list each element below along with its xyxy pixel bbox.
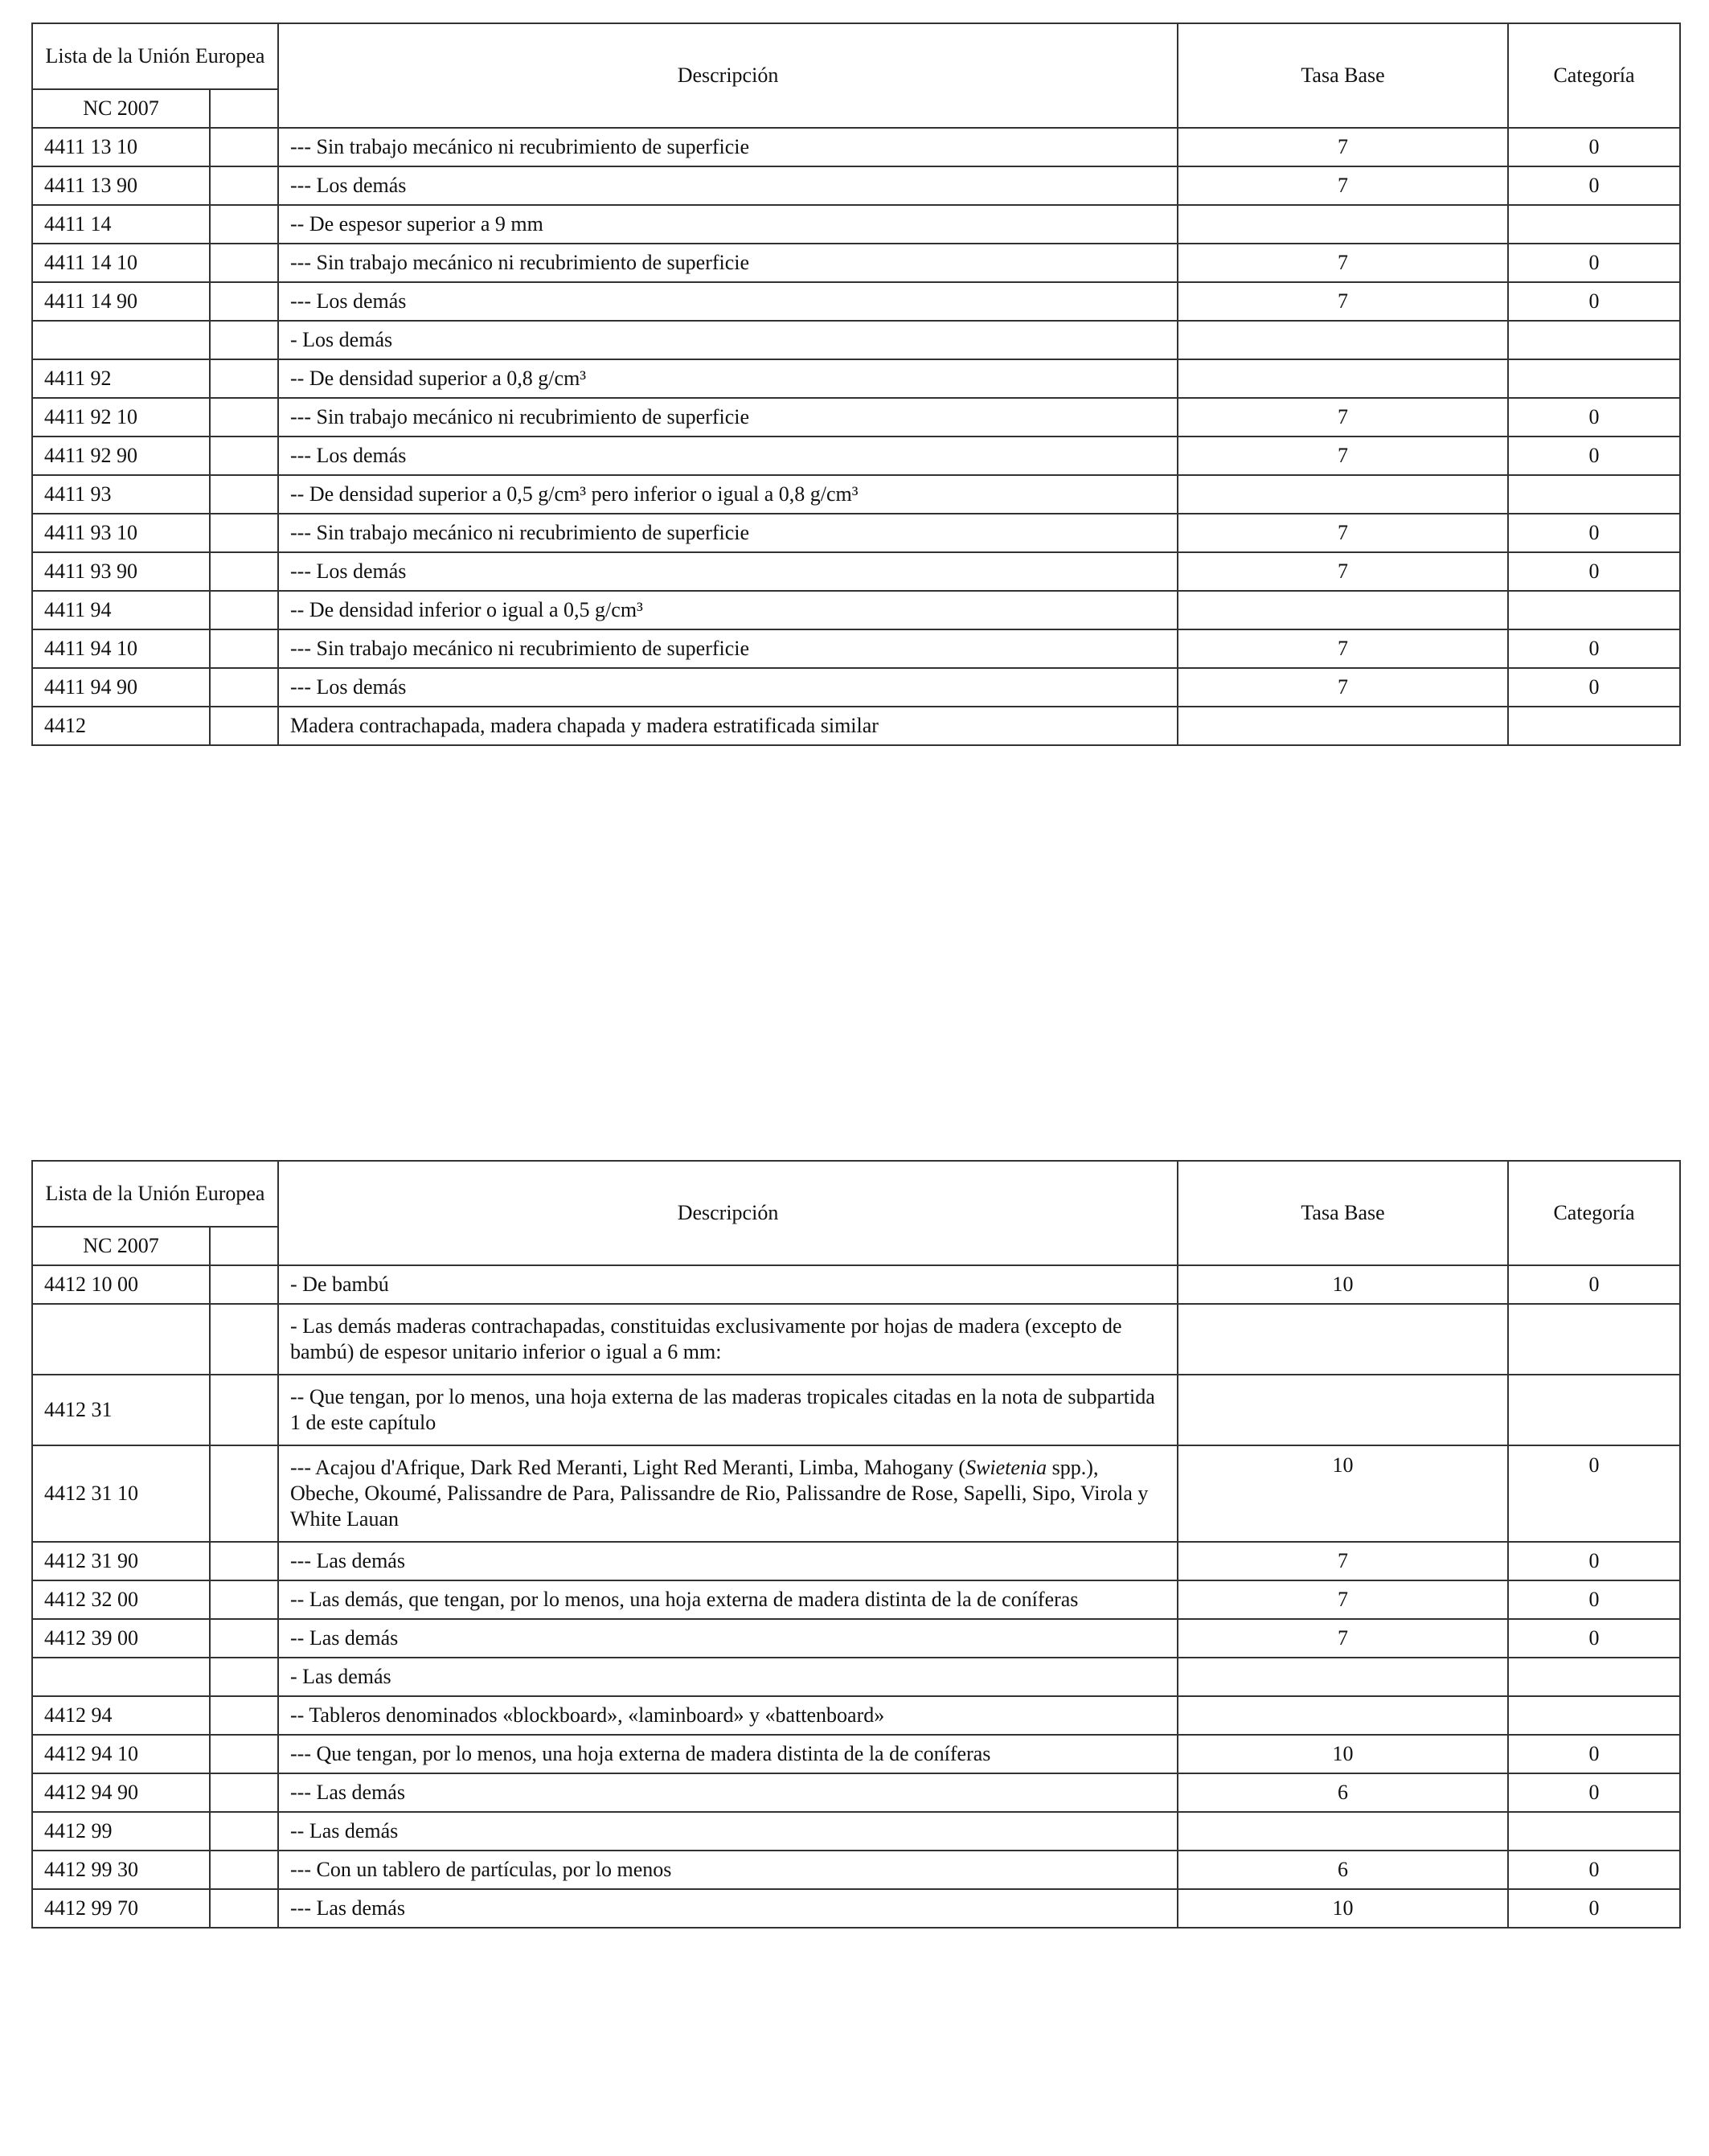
- base-rate: 10: [1178, 1265, 1508, 1304]
- blank-cell: [210, 359, 278, 398]
- description: --- Las demás: [278, 1889, 1178, 1928]
- category: 0: [1508, 166, 1680, 205]
- category: 0: [1508, 1889, 1680, 1928]
- table-row: [32, 1265, 1680, 1304]
- table-row: [32, 398, 1680, 437]
- blank-cell: [210, 1696, 278, 1735]
- tariff-code: 4411 13 10: [32, 128, 210, 166]
- base-rate: 6: [1178, 1851, 1508, 1889]
- table-row: [32, 1696, 1680, 1735]
- table-row: [32, 359, 1680, 398]
- tariff-code: 4411 14 10: [32, 244, 210, 282]
- description: -- De espesor superior a 9 mm: [278, 205, 1178, 244]
- table-row: [32, 1812, 1680, 1851]
- base-rate: 7: [1178, 552, 1508, 591]
- header-nc-label: NC 2007: [32, 1227, 210, 1265]
- category: [1508, 321, 1680, 359]
- description: --- Los demás: [278, 166, 1178, 205]
- blank-cell: [210, 282, 278, 321]
- description: --- Los demás: [278, 437, 1178, 475]
- base-rate: [1178, 591, 1508, 629]
- table-row: [32, 128, 1680, 166]
- category: 0: [1508, 128, 1680, 166]
- category: 0: [1508, 552, 1680, 591]
- base-rate: [1178, 707, 1508, 745]
- table-row: [32, 668, 1680, 707]
- category: [1508, 1696, 1680, 1735]
- blank-cell: [210, 475, 278, 514]
- base-rate: 7: [1178, 128, 1508, 166]
- base-rate: [1178, 1812, 1508, 1851]
- description: -- Tableros denominados «blockboard», «laminboard» y «battenboard»: [278, 1696, 1178, 1735]
- tariff-code: 4411 14 90: [32, 282, 210, 321]
- tariff-table-1: [31, 23, 1681, 746]
- description: -- Las demás: [278, 1619, 1178, 1658]
- tariff-code: 4412 32 00: [32, 1580, 210, 1619]
- table-row: [32, 1619, 1680, 1658]
- blank-cell: [210, 1265, 278, 1304]
- base-rate: 7: [1178, 514, 1508, 552]
- description-part: --- Acajou d'Afrique, Dark Red Meranti, Light Red Meranti, Limba, Mahogany (: [290, 1456, 966, 1479]
- tariff-code: [32, 321, 210, 359]
- tariff-code: 4411 94: [32, 591, 210, 629]
- base-rate: 10: [1178, 1889, 1508, 1928]
- blank-cell: [210, 1445, 278, 1542]
- tariff-code: 4412 94 90: [32, 1773, 210, 1812]
- tariff-code: 4412 31: [32, 1375, 210, 1445]
- category: 0: [1508, 1735, 1680, 1773]
- category: 0: [1508, 244, 1680, 282]
- base-rate: 7: [1178, 1580, 1508, 1619]
- tariff-code: 4412 31 10: [32, 1445, 210, 1542]
- base-rate: [1178, 1658, 1508, 1696]
- tariff-code: 4411 94 10: [32, 629, 210, 668]
- blank-cell: [210, 668, 278, 707]
- description: --- Sin trabajo mecánico ni recubrimiento de superficie: [278, 629, 1178, 668]
- base-rate: [1178, 359, 1508, 398]
- table-row: [32, 1304, 1680, 1375]
- tariff-code: 4412: [32, 707, 210, 745]
- tariff-code: [32, 1658, 210, 1696]
- blank-cell: [210, 1619, 278, 1658]
- base-rate: 7: [1178, 398, 1508, 437]
- category: [1508, 1375, 1680, 1445]
- blank-cell: [210, 166, 278, 205]
- table-row: [32, 205, 1680, 244]
- base-rate: [1178, 475, 1508, 514]
- table-row: [32, 244, 1680, 282]
- tariff-code: 4412 31 90: [32, 1542, 210, 1580]
- description: --- Las demás: [278, 1542, 1178, 1580]
- base-rate: 6: [1178, 1773, 1508, 1812]
- blank-cell: [210, 1658, 278, 1696]
- blank-cell: [210, 591, 278, 629]
- table-row: [32, 1889, 1680, 1928]
- base-rate: 7: [1178, 1619, 1508, 1658]
- blank-cell: [210, 1580, 278, 1619]
- base-rate: 7: [1178, 629, 1508, 668]
- category: 0: [1508, 629, 1680, 668]
- blank-cell: [210, 707, 278, 745]
- header-description: Descripción: [278, 23, 1178, 128]
- tariff-code: 4411 92 90: [32, 437, 210, 475]
- table-row: [32, 514, 1680, 552]
- description-part: spp.), Obeche, Okoumé, Palissandre de Para, Palissandre de Rio, Palissandre de Rose, Sapelli, Sipo, Virola y White Lauan: [290, 1456, 1149, 1531]
- table-row: [32, 707, 1680, 745]
- category: [1508, 475, 1680, 514]
- description: Madera contrachapada, madera chapada y madera estratificada similar: [278, 707, 1178, 745]
- blank-cell: [210, 321, 278, 359]
- base-rate: 7: [1178, 244, 1508, 282]
- tariff-code: 4411 93: [32, 475, 210, 514]
- category: [1508, 1304, 1680, 1375]
- table-row: [32, 166, 1680, 205]
- blank-cell: [210, 629, 278, 668]
- description: - De bambú: [278, 1265, 1178, 1304]
- base-rate: [1178, 321, 1508, 359]
- description: --- Sin trabajo mecánico ni recubrimiento de superficie: [278, 128, 1178, 166]
- table-row: [32, 1851, 1680, 1889]
- description: --- Con un tablero de partículas, por lo menos: [278, 1851, 1178, 1889]
- table-row: [32, 282, 1680, 321]
- tariff-code: 4411 92: [32, 359, 210, 398]
- category: 0: [1508, 514, 1680, 552]
- base-rate: [1178, 205, 1508, 244]
- blank-cell: [210, 1542, 278, 1580]
- blank-cell: [210, 437, 278, 475]
- base-rate: [1178, 1696, 1508, 1735]
- description: -- De densidad superior a 0,8 g/cm³: [278, 359, 1178, 398]
- blank-cell: [210, 1812, 278, 1851]
- category: 0: [1508, 398, 1680, 437]
- base-rate: 10: [1178, 1445, 1508, 1542]
- base-rate: 7: [1178, 1542, 1508, 1580]
- base-rate: 10: [1178, 1735, 1508, 1773]
- tariff-code: [32, 1304, 210, 1375]
- table-row: [32, 1580, 1680, 1619]
- header-category: Categoría: [1508, 1161, 1680, 1265]
- table-row: [32, 1542, 1680, 1580]
- description: -- Las demás: [278, 1812, 1178, 1851]
- tariff-code: 4411 94 90: [32, 668, 210, 707]
- table-row: [32, 475, 1680, 514]
- base-rate: [1178, 1375, 1508, 1445]
- description: --- Sin trabajo mecánico ni recubrimiento de superficie: [278, 514, 1178, 552]
- tariff-code: 4411 13 90: [32, 166, 210, 205]
- description: [278, 1445, 1178, 1542]
- blank-cell: [210, 1773, 278, 1812]
- header-blank-cell: [210, 89, 278, 128]
- blank-cell: [210, 1375, 278, 1445]
- base-rate: 7: [1178, 668, 1508, 707]
- category: [1508, 1658, 1680, 1696]
- base-rate: 7: [1178, 282, 1508, 321]
- header-nc-label: NC 2007: [32, 89, 210, 128]
- blank-cell: [210, 552, 278, 591]
- tariff-code: 4412 94: [32, 1696, 210, 1735]
- tariff-table-2: [31, 1160, 1681, 1929]
- category: 0: [1508, 1580, 1680, 1619]
- blank-cell: [210, 1851, 278, 1889]
- blank-cell: [210, 1735, 278, 1773]
- table-row: [32, 1773, 1680, 1812]
- description: -- De densidad inferior o igual a 0,5 g/cm³: [278, 591, 1178, 629]
- description: --- Sin trabajo mecánico ni recubrimiento de superficie: [278, 398, 1178, 437]
- tariff-code: 4412 39 00: [32, 1619, 210, 1658]
- category: 0: [1508, 1619, 1680, 1658]
- species-name: Swietenia: [965, 1456, 1047, 1479]
- tariff-code: 4412 99: [32, 1812, 210, 1851]
- category: 0: [1508, 437, 1680, 475]
- blank-cell: [210, 514, 278, 552]
- description: - Los demás: [278, 321, 1178, 359]
- category: [1508, 359, 1680, 398]
- description: -- De densidad superior a 0,5 g/cm³ pero inferior o igual a 0,8 g/cm³: [278, 475, 1178, 514]
- header-list-label: Lista de la Unión Europea: [32, 1161, 278, 1227]
- base-rate: [1178, 1304, 1508, 1375]
- description: --- Los demás: [278, 668, 1178, 707]
- tariff-code: 4411 92 10: [32, 398, 210, 437]
- tariff-code: 4412 10 00: [32, 1265, 210, 1304]
- category: [1508, 707, 1680, 745]
- category: 0: [1508, 1445, 1680, 1542]
- tariff-code: 4412 99 70: [32, 1889, 210, 1928]
- table-row: [32, 591, 1680, 629]
- category: [1508, 1812, 1680, 1851]
- category: 0: [1508, 1542, 1680, 1580]
- description: --- Sin trabajo mecánico ni recubrimiento de superficie: [278, 244, 1178, 282]
- description: -- Que tengan, por lo menos, una hoja externa de las maderas tropicales citadas en la nota de subpartida 1 de este capítulo: [278, 1375, 1178, 1445]
- description: - Las demás maderas contrachapadas, constituidas exclusivamente por hojas de madera (excepto de bambú) de espesor unitario inferior o igual a 6 mm:: [278, 1304, 1178, 1375]
- header-list-label: Lista de la Unión Europea: [32, 23, 278, 89]
- tariff-code: 4411 93 10: [32, 514, 210, 552]
- table-row: [32, 1735, 1680, 1773]
- category: 0: [1508, 1773, 1680, 1812]
- tariff-code: 4411 93 90: [32, 552, 210, 591]
- description: --- Los demás: [278, 552, 1178, 591]
- tariff-code: 4412 94 10: [32, 1735, 210, 1773]
- table-row: [32, 1375, 1680, 1445]
- description: -- Las demás, que tengan, por lo menos, una hoja externa de madera distinta de la de coníferas: [278, 1580, 1178, 1619]
- category: [1508, 591, 1680, 629]
- blank-cell: [210, 205, 278, 244]
- category: 0: [1508, 282, 1680, 321]
- category: 0: [1508, 1265, 1680, 1304]
- header-category: Categoría: [1508, 23, 1680, 128]
- header-base-rate: Tasa Base: [1178, 1161, 1508, 1265]
- table-row: [32, 1658, 1680, 1696]
- blank-cell: [210, 398, 278, 437]
- tariff-code: 4412 99 30: [32, 1851, 210, 1889]
- blank-cell: [210, 1304, 278, 1375]
- table-row: [32, 552, 1680, 591]
- header-description: Descripción: [278, 1161, 1178, 1265]
- description: --- Las demás: [278, 1773, 1178, 1812]
- blank-cell: [210, 128, 278, 166]
- tariff-code: 4411 14: [32, 205, 210, 244]
- header-blank-cell: [210, 1227, 278, 1265]
- blank-cell: [210, 244, 278, 282]
- table-row: [32, 629, 1680, 668]
- category: [1508, 205, 1680, 244]
- description: --- Los demás: [278, 282, 1178, 321]
- description: - Las demás: [278, 1658, 1178, 1696]
- table-row: [32, 1445, 1680, 1542]
- category: 0: [1508, 668, 1680, 707]
- header-base-rate: Tasa Base: [1178, 23, 1508, 128]
- blank-cell: [210, 1889, 278, 1928]
- table-row: [32, 437, 1680, 475]
- category: 0: [1508, 1851, 1680, 1889]
- base-rate: 7: [1178, 166, 1508, 205]
- table-row: [32, 321, 1680, 359]
- description: --- Que tengan, por lo menos, una hoja externa de madera distinta de la de coníferas: [278, 1735, 1178, 1773]
- base-rate: 7: [1178, 437, 1508, 475]
